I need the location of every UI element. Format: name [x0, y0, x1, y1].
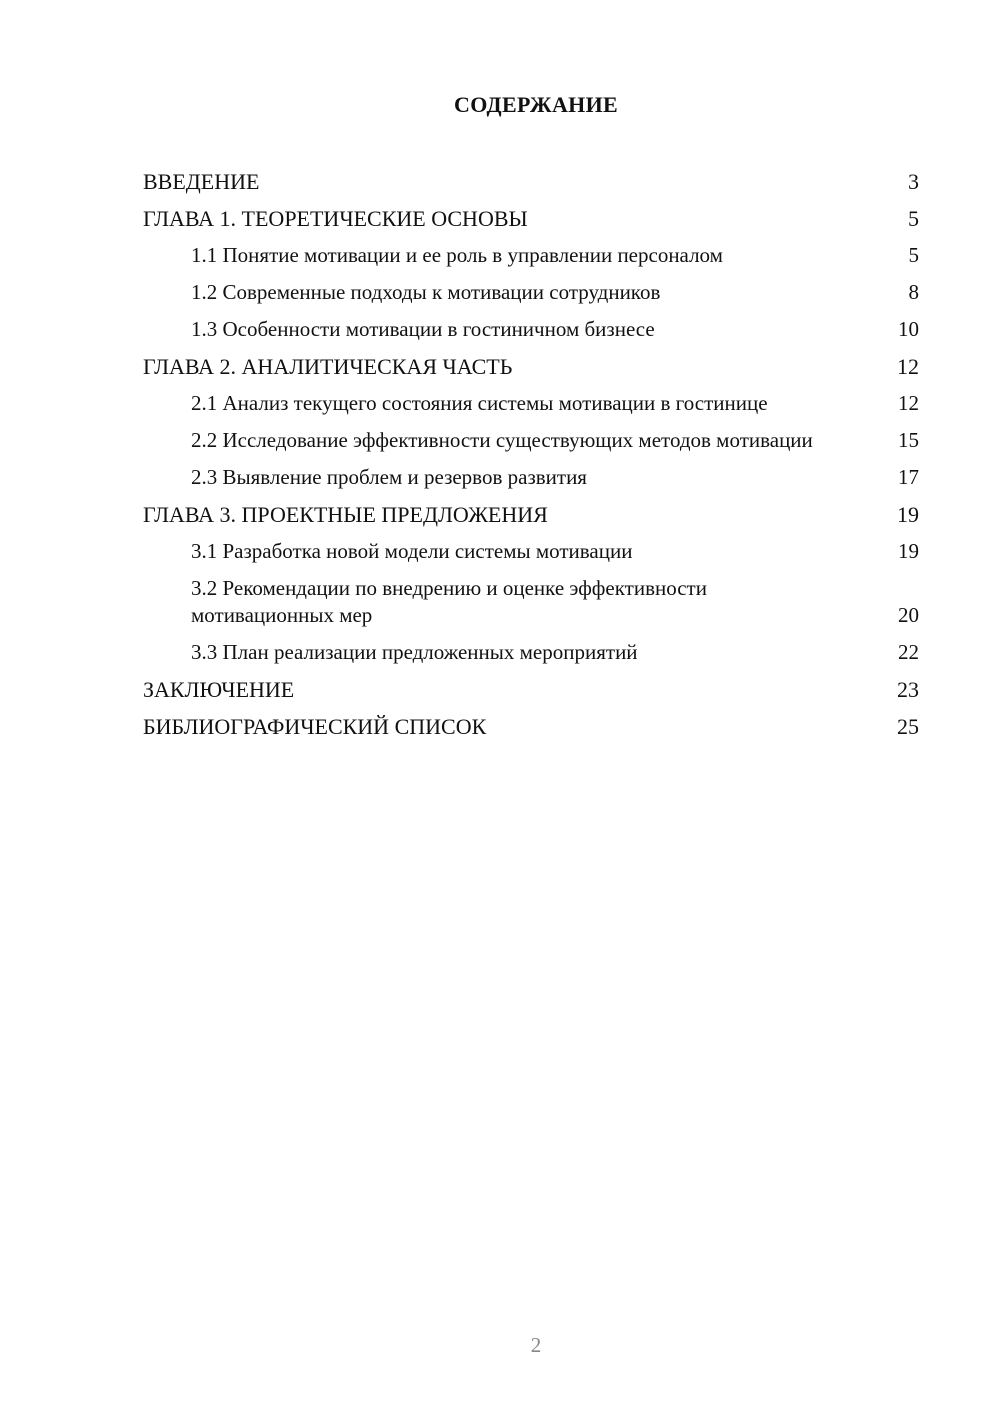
toc-entry-label: 3.3 План реализации предложенных мероприятий — [191, 640, 638, 664]
toc-entry-label: 1.3 Особенности мотивации в гостиничном бизнесе — [191, 317, 655, 341]
toc-entry-page: 15 — [898, 428, 919, 452]
toc-entry-page: 25 — [897, 714, 919, 739]
toc-entry-page: 10 — [898, 317, 919, 341]
toc-entry-label: 2.1 Анализ текущего состояния системы мотивации в гостинице — [191, 391, 768, 415]
toc-entry-label: 1.2 Современные подходы к мотивации сотрудников — [191, 280, 661, 304]
toc-entry-page: 19 — [898, 539, 919, 563]
toc-entry[interactable] — [143, 205, 919, 232]
toc-entry-page: 8 — [908, 280, 919, 304]
toc-entry-page: 3 — [908, 169, 919, 194]
toc-entry-label: ВВЕДЕНИЕ — [143, 169, 260, 194]
toc-entry-label: 2.3 Выявление проблем и резервов развития — [191, 465, 587, 489]
toc-entry-label: ГЛАВА 1. ТЕОРЕТИЧЕСКИЕ ОСНОВЫ — [143, 206, 528, 231]
toc-entry[interactable] — [143, 676, 919, 703]
toc-entry[interactable] — [143, 279, 919, 306]
toc-entry-label: 3.1 Разработка новой модели системы мотивации — [191, 539, 633, 563]
page-title: СОДЕРЖАНИЕ — [454, 92, 618, 117]
page-number: 2 — [530, 1333, 542, 1357]
toc-entry[interactable] — [143, 353, 919, 380]
table-of-contents — [143, 168, 919, 750]
toc-entry-page: 12 — [897, 354, 919, 379]
toc-entry[interactable] — [143, 639, 919, 666]
toc-entry-label: ГЛАВА 2. АНАЛИТИЧЕСКАЯ ЧАСТЬ — [143, 354, 513, 379]
toc-entry-page: 17 — [898, 465, 919, 489]
toc-entry-label: ГЛАВА 3. ПРОЕКТНЫЕ ПРЕДЛОЖЕНИЯ — [143, 502, 548, 527]
toc-entry-page: 12 — [898, 391, 919, 415]
toc-entry-page: 19 — [897, 502, 919, 527]
toc-entry[interactable] — [143, 713, 919, 740]
toc-entry-page: 5 — [908, 243, 919, 267]
toc-entry-page: 20 — [898, 603, 919, 627]
toc-entry-label: БИБЛИОГРАФИЧЕСКИЙ СПИСОК — [143, 714, 487, 739]
toc-entry-label: 2.2 Исследование эффективности существующих методов мотивации — [191, 428, 813, 452]
toc-entry-label: 1.1 Понятие мотивации и ее роль в управлении персоналом — [191, 243, 723, 267]
toc-entry-label: 3.2 Рекомендации по внедрению и оценке эффективности мотивационных мер — [191, 576, 707, 627]
toc-entry[interactable] — [143, 501, 919, 528]
toc-entry-page: 23 — [897, 677, 919, 702]
toc-entry[interactable] — [143, 168, 919, 195]
toc-entry[interactable] — [143, 464, 919, 491]
toc-entry[interactable] — [143, 242, 919, 269]
toc-entry[interactable] — [143, 427, 919, 454]
toc-entry[interactable] — [143, 316, 919, 343]
toc-entry-label: ЗАКЛЮЧЕНИЕ — [143, 677, 295, 702]
toc-entry[interactable] — [143, 390, 919, 417]
toc-entry[interactable] — [143, 538, 919, 565]
toc-entry-page: 22 — [898, 640, 919, 664]
toc-entry-page: 5 — [908, 206, 919, 231]
toc-entry[interactable] — [143, 575, 919, 629]
